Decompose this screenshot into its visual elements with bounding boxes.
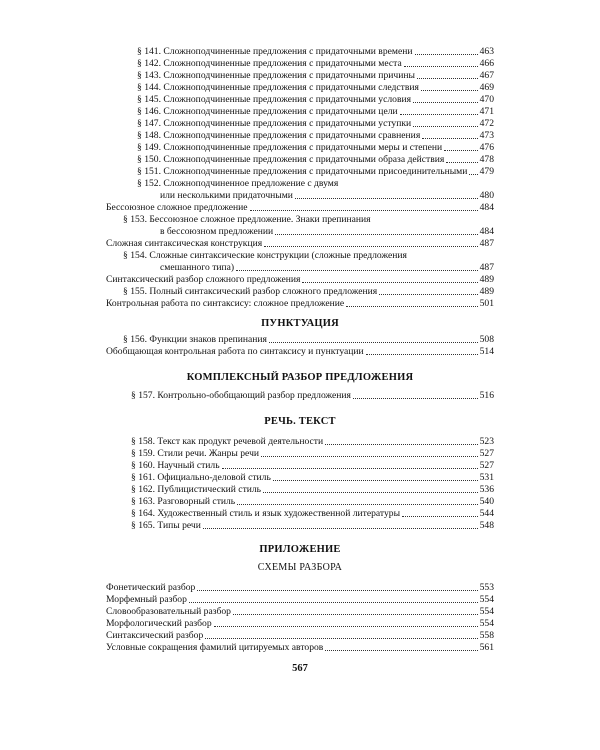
toc-entry-text: Контрольная работа по синтаксису: сложное предложение xyxy=(106,298,345,309)
toc-entry xyxy=(137,118,494,130)
toc-entry xyxy=(137,58,494,70)
toc-entry xyxy=(131,472,494,484)
toc-entry-page: 487 xyxy=(479,262,494,273)
toc-entry xyxy=(106,582,494,594)
toc-entry xyxy=(137,166,494,178)
toc-entry-text: Морфологический разбор xyxy=(106,618,212,629)
toc-entry-text: или несколькими придаточными xyxy=(160,190,293,201)
toc-entry-text: § 143. Сложноподчиненные предложения с придаточными причины xyxy=(137,70,415,81)
toc-entry-text: § 149. Сложноподчиненные предложения с придаточными меры и степени xyxy=(137,142,443,153)
toc-entry xyxy=(123,286,494,298)
toc-entry-text: § 158. Текст как продукт речевой деятельности xyxy=(131,436,324,447)
toc-entry xyxy=(106,618,494,630)
toc-entry xyxy=(137,46,494,58)
toc-entry xyxy=(106,642,494,654)
toc-entry xyxy=(131,508,494,520)
toc-entry-text: смешанного типа) xyxy=(160,262,235,273)
toc-entry xyxy=(106,274,494,286)
toc-entry-text: § 151. Сложноподчиненные предложения с придаточными присоединительными xyxy=(137,166,468,177)
toc-entry xyxy=(123,334,494,346)
toc-entry xyxy=(123,250,494,262)
toc-entry-page: 471 xyxy=(479,106,494,117)
toc-entry-page: 484 xyxy=(479,202,494,213)
toc-entry-page: 472 xyxy=(479,118,494,129)
toc-entry-text: § 146. Сложноподчиненные предложения с придаточными цели xyxy=(137,106,398,117)
toc-entry-text: Фонетический разбор xyxy=(106,582,196,593)
toc-entry xyxy=(131,436,494,448)
toc-entry xyxy=(106,238,494,250)
toc-entry-page: 467 xyxy=(479,70,494,81)
toc-entry-page: 478 xyxy=(479,154,494,165)
toc-entry-text: в бессоюзном предложении xyxy=(160,226,274,237)
toc-entry xyxy=(137,178,494,190)
toc-entry-page: 531 xyxy=(479,472,494,483)
toc-entry xyxy=(131,448,494,460)
toc-entry-text: § 154. Сложные синтаксические конструкции (сложные предложения xyxy=(123,250,407,261)
toc-entry-page: 558 xyxy=(479,630,494,641)
toc-entry xyxy=(123,214,494,226)
toc-entry-page: 470 xyxy=(479,94,494,105)
toc-entry-page: 480 xyxy=(479,190,494,201)
toc-entry xyxy=(160,262,494,274)
toc-entry-page: 554 xyxy=(479,618,494,629)
toc-entry xyxy=(137,82,494,94)
toc-entry-page: 508 xyxy=(479,334,494,345)
toc-entry-page: 484 xyxy=(479,226,494,237)
toc-entry-text: Морфемный разбор xyxy=(106,594,187,605)
toc-entry-text: § 145. Сложноподчиненные предложения с придаточными условия xyxy=(137,94,412,105)
toc-entry xyxy=(137,130,494,142)
toc-entry-page: 489 xyxy=(479,286,494,297)
toc-entry-text: Синтаксический разбор сложного предложения xyxy=(106,274,301,285)
toc-entry-text: § 162. Публицистический стиль xyxy=(131,484,262,495)
toc-entry-page: 544 xyxy=(479,508,494,519)
toc-entry xyxy=(106,346,494,358)
page-number: 567 xyxy=(292,663,308,674)
toc-entry xyxy=(106,594,494,606)
toc-entry-page: 479 xyxy=(479,166,494,177)
section-heading-complex-parse: КОМПЛЕКСНЫЙ РАЗБОР ПРЕДЛОЖЕНИЯ xyxy=(186,372,414,383)
section-heading-appendix: ПРИЛОЖЕНИЕ xyxy=(259,544,341,555)
toc-entry-page: 516 xyxy=(479,390,494,401)
toc-entry-page: 487 xyxy=(479,238,494,249)
toc-entry-page: 554 xyxy=(479,606,494,617)
toc-entry-text: § 160. Научный стиль xyxy=(131,460,220,471)
toc-entry-page: 523 xyxy=(479,436,494,447)
toc-entry-text: Бессоюзное сложное предложение xyxy=(106,202,248,213)
toc-entry-text: § 152. Сложноподчиненное предложение с двумя xyxy=(137,178,339,189)
toc-entry-text: § 144. Сложноподчиненные предложения с придаточными следствия xyxy=(137,82,419,93)
toc-entry-text: § 155. Полный синтаксический разбор сложного предложения xyxy=(123,286,378,297)
toc-entry xyxy=(137,142,494,154)
section-heading-speech-text: РЕЧЬ. ТЕКСТ xyxy=(264,416,336,427)
toc-entry-page: 469 xyxy=(479,82,494,93)
toc-entry xyxy=(131,484,494,496)
toc-entry-page: 514 xyxy=(479,346,494,357)
toc-entry-text: § 141. Сложноподчиненные предложения с придаточными времени xyxy=(137,46,413,57)
toc-entry-text: Синтаксический разбор xyxy=(106,630,204,641)
toc-entry-text: § 164. Художественный стиль и язык художественной литературы xyxy=(131,508,401,519)
toc-entry xyxy=(131,520,494,532)
toc-entry-text: § 165. Типы речи xyxy=(131,520,201,531)
toc-entry xyxy=(137,154,494,166)
toc-entry-page: 561 xyxy=(479,642,494,653)
toc-entry-page: 489 xyxy=(479,274,494,285)
toc-entry xyxy=(106,202,494,214)
toc-entry-page: 536 xyxy=(479,484,494,495)
toc-entry xyxy=(160,190,494,202)
toc-entry-text: § 163. Разговорный стиль xyxy=(131,496,236,507)
toc-entry-text: § 156. Функции знаков препинания xyxy=(123,334,267,345)
toc-entry-page: 476 xyxy=(479,142,494,153)
toc-entry-page: 527 xyxy=(479,448,494,459)
toc-entry-page: 548 xyxy=(479,520,494,531)
toc-entry-page: 463 xyxy=(479,46,494,57)
section-subheading-schemes: СХЕМЫ РАЗБОРА xyxy=(257,562,343,573)
toc-entry-page: 553 xyxy=(479,582,494,593)
toc-entry xyxy=(106,606,494,618)
toc-entry-text: Словообразовательный разбор xyxy=(106,606,231,617)
section-heading-punctuation: ПУНКТУАЦИЯ xyxy=(261,318,339,329)
toc-entry xyxy=(131,460,494,472)
toc-entry xyxy=(160,226,494,238)
toc-entry-page: 473 xyxy=(479,130,494,141)
toc-entry xyxy=(106,630,494,642)
toc-entry-text: Обобщающая контрольная работа по синтаксису и пунктуации xyxy=(106,346,364,357)
toc-entry-text: § 161. Официально-деловой стиль xyxy=(131,472,271,483)
toc-entry-page: 540 xyxy=(479,496,494,507)
toc-entry-text: § 153. Бессоюзное сложное предложение. Знаки препинания xyxy=(123,214,371,225)
toc-entry-text: § 142. Сложноподчиненные предложения с придаточными места xyxy=(137,58,402,69)
toc-entry xyxy=(131,390,494,402)
toc-entry-text: § 150. Сложноподчиненные предложения с придаточными образа действия xyxy=(137,154,445,165)
toc-entry-page: 466 xyxy=(479,58,494,69)
toc-entry-text: Сложная синтаксическая конструкция xyxy=(106,238,263,249)
toc-entry-text: § 159. Стили речи. Жанры речи xyxy=(131,448,260,459)
toc-entry-text: Условные сокращения фамилий цитируемых авторов xyxy=(106,642,324,653)
toc-entry-text: § 148. Сложноподчиненные предложения с придаточными сравнения xyxy=(137,130,421,141)
toc-entry xyxy=(106,298,494,310)
toc-entry-text: § 147. Сложноподчиненные предложения с придаточными уступки xyxy=(137,118,412,129)
toc-entry xyxy=(137,70,494,82)
toc-entry xyxy=(137,106,494,118)
toc-entry xyxy=(131,496,494,508)
toc-entry xyxy=(137,94,494,106)
toc-entry-page: 554 xyxy=(479,594,494,605)
toc-entry-page: 527 xyxy=(479,460,494,471)
toc-entry-page: 501 xyxy=(479,298,494,309)
toc-entry-text: § 157. Контрольно-обобщающий разбор предложения xyxy=(131,390,351,401)
